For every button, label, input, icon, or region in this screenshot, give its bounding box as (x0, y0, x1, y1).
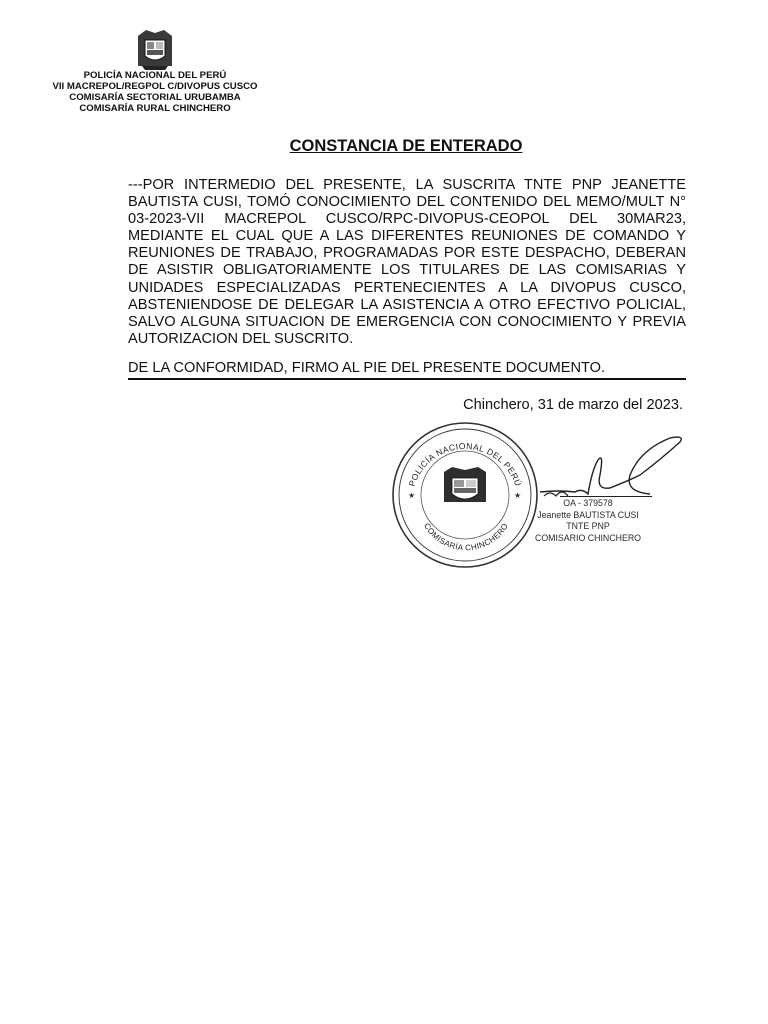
closing-statement: DE LA CONFORMIDAD, FIRMO AL PIE DEL PRESENTE DOCUMENTO. (128, 360, 686, 380)
institution-header (40, 70, 270, 114)
officer-name: Jeanette BAUTISTA CUSI (537, 509, 639, 520)
signature-block (530, 498, 646, 544)
svg-text:COMISARÍA CHINCHERO (422, 522, 510, 553)
header-line: POLICÍA NACIONAL DEL PERÚ (83, 70, 227, 81)
signature-line (560, 496, 652, 497)
document-title: CONSTANCIA DE ENTERADO (289, 137, 523, 155)
svg-text:★: ★ (408, 491, 416, 500)
officer-rank: TNTE PNP (566, 521, 610, 531)
seal-bottom-text: COMISARÍA CHINCHERO (422, 521, 510, 553)
date-line: Chinchero, 31 de marzo del 2023. (463, 397, 683, 413)
police-crest-logo (132, 26, 178, 72)
header-line: COMISARÍA SECTORIAL URUBAMBA (69, 92, 241, 103)
official-seal-stamp (390, 420, 540, 570)
officer-role: COMISARIO CHINCHERO (534, 532, 642, 543)
svg-text:★: ★ (514, 491, 522, 500)
seal-top-text: POLICÍA NACIONAL DEL PERÚ (406, 440, 524, 488)
officer-code: OA - 379578 (563, 498, 613, 508)
header-line: COMISARÍA RURAL CHINCHERO (79, 103, 231, 114)
body-paragraph: ---POR INTERMEDIO DEL PRESENTE, LA SUSCRITA TNTE PNP JEANETTE BAUTISTA CUSI, TOMÓ CONOCIMIENTO DEL CONTENIDO DEL MEMO/MULT N° 03-2023-VII MACREPOL CUSCO/RPC-DIVOPUS-CEOPOL DEL 30MAR23, MEDIANTE EL CUAL QUE A LAS DIFERENTES REUNIONES DE COMANDO Y REUNIONES DE TRABAJO, PROGRAMADAS POR ESTE DESPACHO, DEBERAN DE ASISTIR OBLIGATORIAMENTE LOS TITULARES DE LAS COMISARIAS Y UNIDADES ESPECIALIZADAS PERTENECIENTES A LA DIVOPUS CUSCO, ABSTENIENDOSE DE DELEGAR LA ASISTENCIA A OTRO EFECTIVO POLICIAL, SALVO ALGUNA SITUACION DE EMERGENCIA CON CONOCIMIENTO Y PREVIA AUTORIZACION DEL SUSCRITO. (128, 177, 686, 347)
header-line: VII MACREPOL/REGPOL C/DIVOPUS CUSCO (52, 81, 258, 92)
